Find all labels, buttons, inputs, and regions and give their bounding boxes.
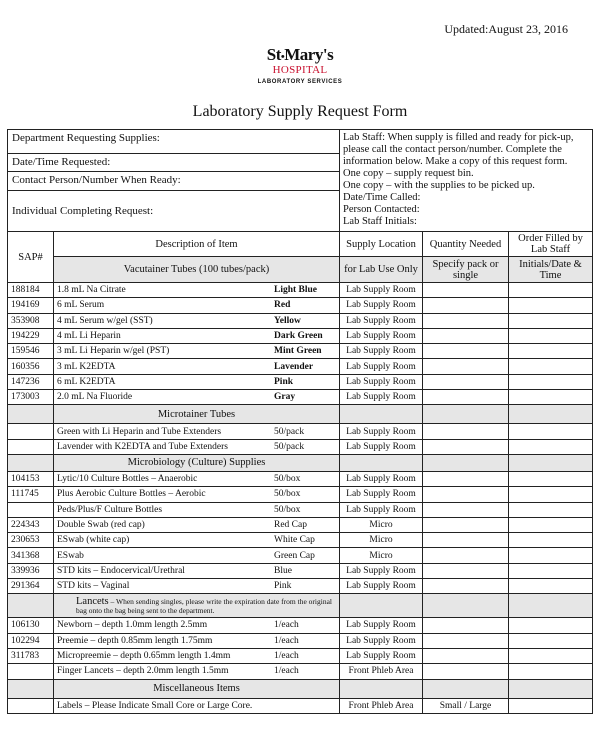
order-filled-input[interactable] [509, 283, 593, 298]
table-row [8, 563, 593, 578]
description-cell [54, 502, 340, 517]
quantity-input[interactable] [423, 359, 509, 374]
item-unit: 50/box [274, 489, 301, 500]
order-filled-input[interactable] [509, 298, 593, 313]
item-unit: 1/each [274, 651, 299, 662]
table-row [8, 502, 593, 517]
location-cell: Micro [340, 517, 423, 532]
location-cell: Lab Supply Room [340, 648, 423, 663]
header-sap: SAP# [8, 232, 54, 283]
quantity-input[interactable] [423, 548, 509, 563]
section-blank [509, 454, 593, 471]
description-cell [54, 487, 340, 502]
tube-color: Yellow [274, 315, 301, 326]
table-row [8, 471, 593, 486]
section-blank [340, 405, 423, 424]
location-cell: Lab Supply Room [340, 298, 423, 313]
quantity-input[interactable] [423, 390, 509, 405]
quantity-input[interactable] [423, 439, 509, 454]
description-cell [54, 390, 340, 405]
sap-cell: 106130 [8, 618, 54, 633]
description-cell [54, 439, 340, 454]
sap-cell: 173003 [8, 390, 54, 405]
order-filled-input[interactable] [509, 648, 593, 663]
order-filled-input[interactable] [509, 563, 593, 578]
item-unit: 50/box [274, 474, 301, 485]
contact-field[interactable]: Contact Person/Number When Ready: [8, 172, 340, 191]
description-cell [54, 648, 340, 663]
order-filled-input[interactable] [509, 548, 593, 563]
section-microtainer: Microtainer Tubes [54, 405, 340, 424]
location-cell: Lab Supply Room [340, 618, 423, 633]
order-filled-input[interactable] [509, 517, 593, 532]
description-cell [54, 313, 340, 328]
sap-cell: 230653 [8, 533, 54, 548]
item-unit: 1/each [274, 620, 299, 631]
section-blank [423, 454, 509, 471]
tube-color: Lavender [274, 361, 314, 372]
individual-field[interactable]: Individual Completing Request: [8, 191, 340, 232]
section-blank [340, 679, 423, 698]
item-unit: 50/pack [274, 441, 305, 452]
location-cell: Lab Supply Room [340, 283, 423, 298]
sap-cell [8, 664, 54, 679]
table-row [8, 439, 593, 454]
location-cell: Lab Supply Room [340, 359, 423, 374]
description-cell [54, 579, 340, 594]
item-description: 4 mL Serum w/gel (SST) [57, 315, 153, 326]
table-row [8, 283, 593, 298]
description-cell [54, 424, 340, 439]
section-blank [509, 405, 593, 424]
item-unit: 1/each [274, 635, 299, 646]
header-quantity: Quantity Needed [423, 232, 509, 257]
quantity-input[interactable] [423, 487, 509, 502]
sap-cell [8, 439, 54, 454]
item-description: 6 mL Serum [57, 300, 105, 311]
header-location: Supply Location [340, 232, 423, 257]
sap-cell: 147236 [8, 374, 54, 389]
item-unit: 50/box [274, 504, 301, 515]
table-row [8, 374, 593, 389]
order-filled-input[interactable] [509, 618, 593, 633]
sap-cell [8, 424, 54, 439]
item-unit: Red Cap [274, 520, 307, 530]
table-row [8, 618, 593, 633]
quantity-input[interactable]: Small / Large [423, 698, 509, 713]
item-description: STD kits – Endocervical/Urethral [57, 565, 185, 576]
header-quantity-sub: Specify pack or single [423, 257, 509, 283]
table-row [8, 328, 593, 343]
section-sap-blank [8, 594, 54, 618]
tube-color: Gray [274, 392, 296, 403]
item-description: Micropreemie – depth 0.65mm length 1.4mm [57, 651, 231, 662]
item-unit: White Cap [274, 535, 315, 546]
sap-cell: 291364 [8, 579, 54, 594]
section-blank [340, 454, 423, 471]
dept-field[interactable]: Department Requesting Supplies: [8, 130, 340, 154]
tube-color: Red [274, 300, 291, 311]
description-cell [54, 664, 340, 679]
hospital-logo: St•Mary's HOSPITAL LABORATORY SERVICES [257, 45, 343, 85]
order-filled-input[interactable] [509, 533, 593, 548]
location-cell: Lab Supply Room [340, 424, 423, 439]
quantity-input[interactable] [423, 328, 509, 343]
section-microbiology: Microbiology (Culture) Supplies [54, 454, 340, 471]
quantity-input[interactable] [423, 579, 509, 594]
table-row [8, 533, 593, 548]
section-blank [423, 679, 509, 698]
quantity-input[interactable] [423, 633, 509, 648]
section-blank [423, 405, 509, 424]
tube-color: Pink [274, 376, 294, 387]
item-description: 3 mL Li Heparin w/gel (PST) [57, 346, 170, 357]
section-lancets: Lancets – When sending singles, please write the expiration date from the original bag onto the bag being sent to the department. [54, 594, 340, 618]
quantity-input[interactable] [423, 424, 509, 439]
description-cell [54, 298, 340, 313]
header-order-sub: Initials/Date & Time [509, 257, 593, 283]
location-cell: Lab Supply Room [340, 344, 423, 359]
item-unit: Blue [274, 565, 292, 576]
location-cell: Micro [340, 548, 423, 563]
sap-cell [8, 698, 54, 713]
sap-cell [8, 502, 54, 517]
section-blank [340, 594, 423, 618]
quantity-input[interactable] [423, 502, 509, 517]
order-filled-input[interactable] [509, 374, 593, 389]
item-unit: 50/pack [274, 426, 305, 437]
header-description: Description of Item [54, 232, 340, 257]
item-description: Newborn – depth 1.0mm length 2.5mm [57, 620, 208, 631]
supply-request-table [7, 129, 593, 714]
sap-cell: 353908 [8, 313, 54, 328]
table-row [8, 359, 593, 374]
sap-cell: 341368 [8, 548, 54, 563]
item-description: Double Swab (red cap) [57, 520, 145, 530]
sap-cell: 194229 [8, 328, 54, 343]
sap-cell: 102294 [8, 633, 54, 648]
section-sap-blank [8, 405, 54, 424]
quantity-input[interactable] [423, 648, 509, 663]
item-description: Green with Li Heparin and Tube Extenders [57, 426, 222, 437]
item-description: Finger Lancets – depth 2.0mm length 1.5mm [57, 666, 229, 677]
section-vacutainer: Vacutainer Tubes (100 tubes/pack) [54, 257, 340, 283]
sap-cell: 160356 [8, 359, 54, 374]
order-filled-input[interactable] [509, 633, 593, 648]
order-filled-input[interactable] [509, 579, 593, 594]
item-description: 3 mL K2EDTA [57, 361, 116, 372]
lab-staff-instructions: Lab Staff: When supply is filled and ready for pick-up, please call the contact person/number. Complete the information below. Make a copy of this request form. One copy – supply request bin. One copy – with the supplies to be picked up. Date/Time Called: Person Contacted: Lab Staff Initials: [340, 130, 593, 232]
order-filled-input[interactable] [509, 328, 593, 343]
order-filled-input[interactable] [509, 471, 593, 486]
description-cell [54, 548, 340, 563]
item-unit: Green Cap [274, 550, 315, 561]
item-description: Lytic/10 Culture Bottles – Anaerobic [57, 474, 198, 485]
section-sap-blank [8, 454, 54, 471]
order-filled-input[interactable] [509, 502, 593, 517]
item-description: 6 mL K2EDTA [57, 376, 116, 387]
location-cell: Lab Supply Room [340, 390, 423, 405]
table-row [8, 579, 593, 594]
item-description: ESwab (white cap) [57, 535, 130, 546]
item-description: STD kits – Vaginal [57, 581, 130, 592]
location-cell: Lab Supply Room [340, 328, 423, 343]
item-unit: 1/each [274, 666, 299, 677]
location-cell: Lab Supply Room [340, 633, 423, 648]
table-row [8, 298, 593, 313]
sap-cell: 339936 [8, 563, 54, 578]
sap-cell: 311783 [8, 648, 54, 663]
quantity-input[interactable] [423, 618, 509, 633]
location-cell: Lab Supply Room [340, 313, 423, 328]
quantity-input[interactable] [423, 374, 509, 389]
item-description: Plus Aerobic Culture Bottles – Aerobic [57, 489, 206, 500]
quantity-input[interactable] [423, 313, 509, 328]
order-filled-input[interactable] [509, 487, 593, 502]
location-cell: Lab Supply Room [340, 471, 423, 486]
quantity-input[interactable] [423, 283, 509, 298]
location-cell: Lab Supply Room [340, 502, 423, 517]
item-description: Labels – Please Indicate Small Core or Large Core. [57, 700, 253, 711]
sap-cell: 224343 [8, 517, 54, 532]
item-description: ESwab [57, 550, 84, 561]
table-row [8, 648, 593, 663]
tube-color: Mint Green [274, 346, 322, 357]
table-row [8, 390, 593, 405]
quantity-input[interactable] [423, 664, 509, 679]
location-cell: Front Phleb Area [340, 698, 423, 713]
location-cell: Lab Supply Room [340, 579, 423, 594]
table-row [8, 698, 593, 713]
item-description: 2.0 mL Na Fluoride [57, 392, 133, 403]
section-sap-blank [8, 679, 54, 698]
description-cell [54, 618, 340, 633]
item-description: 4 mL Li Heparin [57, 331, 121, 342]
table-row [8, 424, 593, 439]
section-blank [509, 594, 593, 618]
tube-color: Light Blue [274, 285, 318, 296]
item-description: Lavender with K2EDTA and Tube Extenders [57, 441, 228, 452]
table-row [8, 633, 593, 648]
description-cell [54, 563, 340, 578]
location-cell: Front Phleb Area [340, 664, 423, 679]
item-description: 1.8 mL Na Citrate [57, 285, 126, 296]
order-filled-input[interactable] [509, 344, 593, 359]
table-row [8, 344, 593, 359]
tube-color: Dark Green [274, 331, 323, 342]
quantity-input[interactable] [423, 471, 509, 486]
quantity-input[interactable] [423, 517, 509, 532]
description-cell [54, 517, 340, 532]
description-cell [54, 698, 340, 713]
location-cell: Lab Supply Room [340, 487, 423, 502]
sap-cell: 159546 [8, 344, 54, 359]
header-order: Order Filled by Lab Staff [509, 232, 593, 257]
sap-cell: 188184 [8, 283, 54, 298]
section-misc: Miscellaneous Items [54, 679, 340, 698]
sap-cell: 104153 [8, 471, 54, 486]
quantity-input[interactable] [423, 533, 509, 548]
quantity-input[interactable] [423, 563, 509, 578]
sap-cell: 194169 [8, 298, 54, 313]
description-cell [54, 344, 340, 359]
description-cell [54, 633, 340, 648]
item-description: Preemie – depth 0.85mm length 1.75mm [57, 635, 213, 646]
quantity-input[interactable] [423, 344, 509, 359]
table-row [8, 548, 593, 563]
order-filled-input[interactable] [509, 390, 593, 405]
description-cell [54, 283, 340, 298]
description-cell [54, 359, 340, 374]
order-filled-input[interactable] [509, 313, 593, 328]
table-row [8, 517, 593, 532]
item-unit: Pink [274, 581, 292, 592]
description-cell [54, 328, 340, 343]
location-cell: Micro [340, 533, 423, 548]
updated-date: Updated:August 23, 2016 [444, 22, 568, 36]
location-cell: Lab Supply Room [340, 374, 423, 389]
location-cell: Lab Supply Room [340, 563, 423, 578]
order-filled-input[interactable] [509, 698, 593, 713]
description-cell [54, 471, 340, 486]
table-row [8, 313, 593, 328]
order-filled-input[interactable] [509, 424, 593, 439]
form-title: Laboratory Supply Request Form [192, 103, 408, 120]
sap-cell: 111745 [8, 487, 54, 502]
datetime-field[interactable]: Date/Time Requested: [8, 154, 340, 172]
item-description: Peds/Plus/F Culture Bottles [57, 504, 163, 515]
table-row [8, 487, 593, 502]
quantity-input[interactable] [423, 298, 509, 313]
order-filled-input[interactable] [509, 439, 593, 454]
section-blank [423, 594, 509, 618]
table-row [8, 664, 593, 679]
location-cell: Lab Supply Room [340, 439, 423, 454]
order-filled-input[interactable] [509, 664, 593, 679]
description-cell [54, 533, 340, 548]
order-filled-input[interactable] [509, 359, 593, 374]
description-cell [54, 374, 340, 389]
section-blank [509, 679, 593, 698]
header-location-sub: for Lab Use Only [340, 257, 423, 283]
